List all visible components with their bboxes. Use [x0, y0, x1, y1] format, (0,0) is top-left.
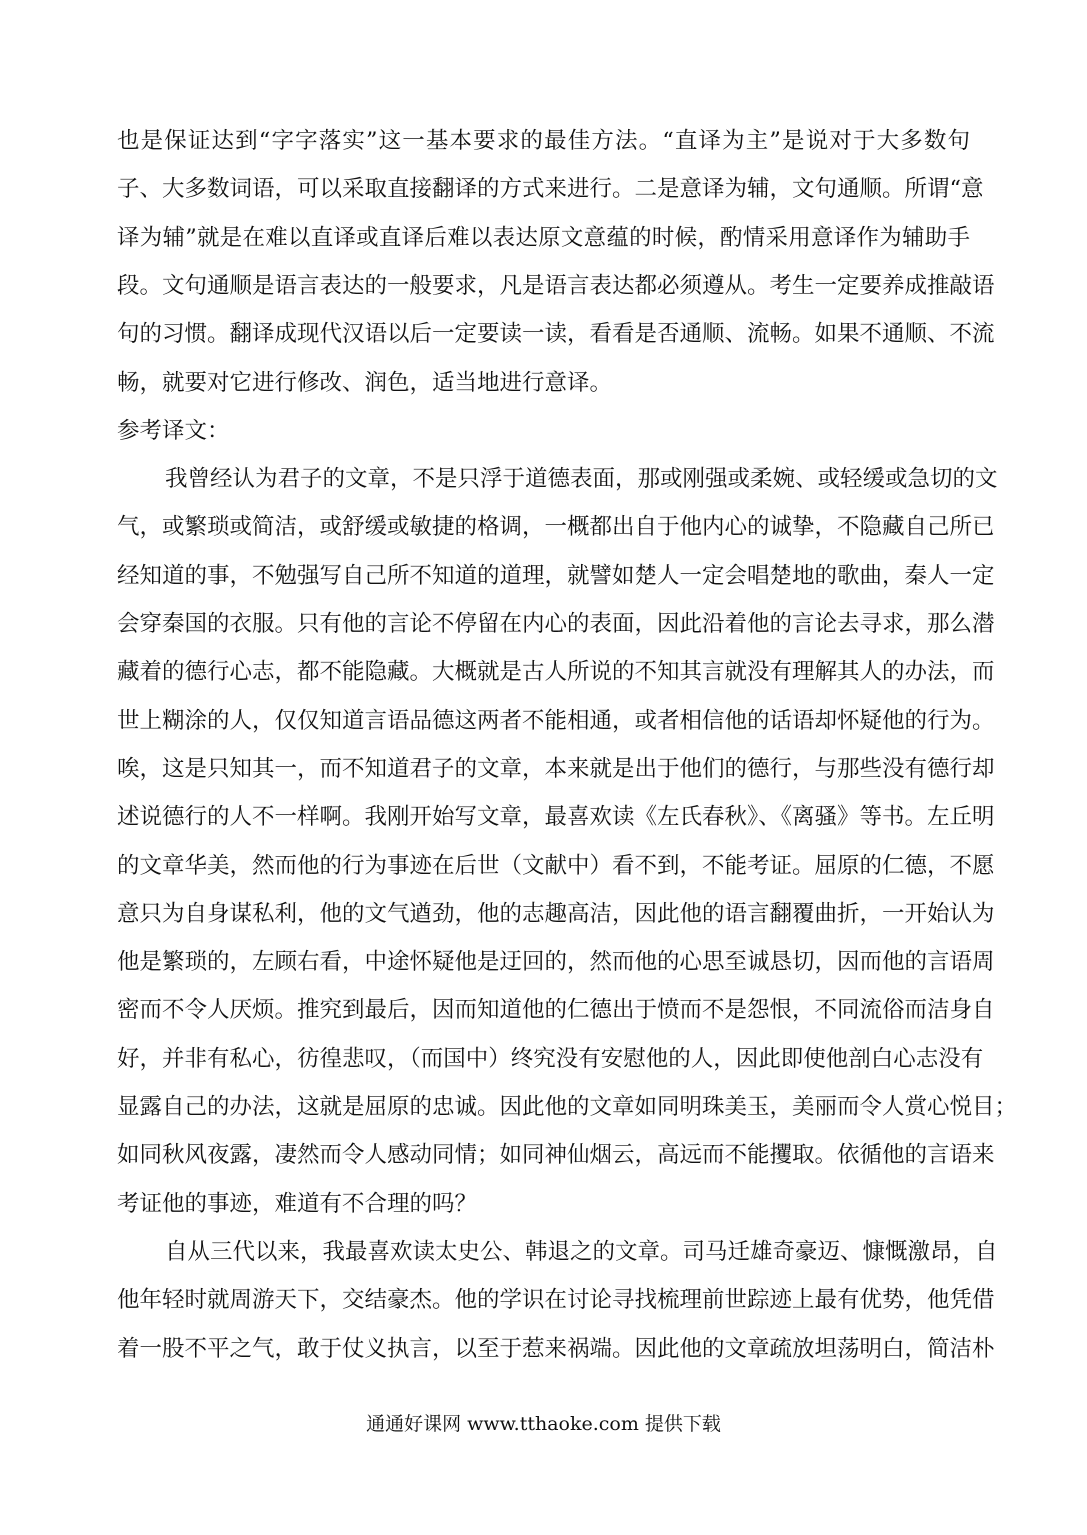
- text-line: 自从三代以来，我最喜欢读太史公、韩退之的文章。司马迁雄奇豪迈、慷慨激昂，自: [165, 1238, 998, 1265]
- text-line: 意只为自身谋私利，他的文气遒劲，他的志趣高洁，因此他的语言翻覆曲折，一开始认为: [117, 900, 995, 927]
- text-line: 段。文句通顺是语言表达的一般要求，凡是语言表达都必须遵从。考生一定要养成推敲语: [117, 272, 995, 299]
- text-line: 如同秋风夜露，凄然而令人感动同情；如同神仙烟云，高远而不能攫取。依循他的言语来: [117, 1142, 995, 1169]
- text-line: 密而不令人厌烦。推究到最后，因而知道他的仁德出于愤而不是怨恨，不同流俗而洁身自: [117, 997, 995, 1024]
- text-line: 唉，这是只知其一，而不知道君子的文章，本来就是出于他们的德行，与那些没有德行却: [117, 755, 995, 782]
- text-line: 我曾经认为君子的文章，不是只浮于道德表面，那或刚强或柔婉、或轻缓或急切的文: [165, 466, 998, 493]
- text-line: 着一股不平之气，敢于仗义执言，以至于惹来祸端。因此他的文章疏放坦荡明白，简洁朴: [117, 1335, 995, 1362]
- text-line: 他是繁琐的，左顾右看，中途怀疑他是迂回的，然而他的心思至诚恳切，因而他的言语周: [117, 949, 995, 976]
- text-line: 的文章华美，然而他的行为事迹在后世（文献中）看不到，不能考证。屈原的仁德，不愿: [117, 852, 995, 879]
- text-line: 也是保证达到“字字落实”这一基本要求的最佳方法。“直译为主”是说对于大多数句: [117, 128, 970, 154]
- text-line: 参考译文：: [117, 417, 230, 444]
- text-line: 译为辅”就是在难以直译或直译后难以表达原文意蕴的时候，酌情采用意译作为辅助手: [117, 224, 970, 251]
- text-line: 畅，就要对它进行修改、润色，适当地进行意译。: [117, 369, 613, 396]
- text-line: 会穿秦国的衣服。只有他的言论不停留在内心的表面，因此沿着他的言论去寻求，那么潜: [117, 611, 995, 637]
- text-line: 好，并非有私心，彷徨悲叹，（而国中）终究没有安慰他的人，因此即使他剖白心志没有: [117, 1045, 984, 1072]
- footer-watermark: 通通好课网 www.tthaoke.com 提供下载: [366, 1413, 721, 1435]
- text-line: 气，或繁琐或简洁，或舒缓或敏捷的格调，一概都出自于他内心的诚挚，不隐藏自己所已: [117, 514, 995, 541]
- text-line: 经知道的事，不勉强写自己所不知道的道理，就譬如楚人一定会唱楚地的歌曲，秦人一定: [117, 562, 995, 589]
- text-line: 考证他的事迹，难道有不合理的吗？: [117, 1190, 478, 1217]
- text-line: 世上糊涂的人，仅仅知道言语品德这两者不能相通，或者相信他的话语却怀疑他的行为。: [117, 707, 995, 734]
- text-line: 显露自己的办法，这就是屈原的忠诚。因此他的文章如同明珠美玉，美丽而令人赏心悦目；: [117, 1094, 1018, 1120]
- text-line: 句的习惯。翻译成现代汉语以后一定要读一读，看看是否通顺、流畅。如果不通顺、不流: [117, 321, 995, 348]
- text-line: 子、大多数词语，可以采取直接翻译的方式来进行。二是意译为辅，文句通顺。所谓“意: [117, 176, 984, 203]
- text-line: 述说德行的人不一样啊。我刚开始写文章，最喜欢读《左氏春秋》、《离骚》等书。左丘明: [117, 804, 995, 831]
- text-line: 藏着的德行心志，都不能隐藏。大概就是古人所说的不知其言就没有理解其人的办法，而: [117, 659, 995, 686]
- text-line: 他年轻时就周游天下，交结豪杰。他的学识在讨论寻找梳理前世踪迹上最有优势，他凭借: [117, 1287, 995, 1314]
